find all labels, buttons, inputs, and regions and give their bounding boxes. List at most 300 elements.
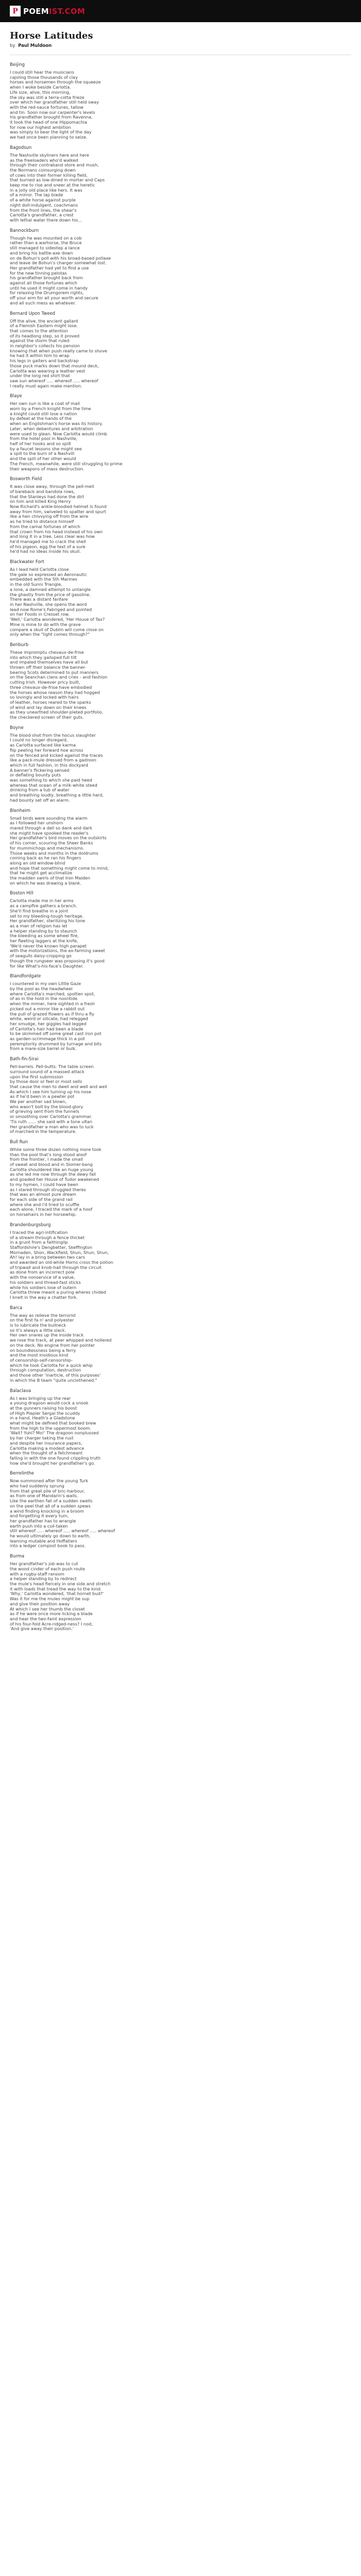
section-heading: Balaclava: [10, 1388, 31, 1394]
poem-line: a wind finding knocking in a broom: [10, 1508, 84, 1514]
poem-line: where Carlotta's marched, spotten spot,: [10, 991, 95, 996]
poem-line: in a jolly old place like hers. It was: [10, 187, 83, 193]
poem-line: Her grandfather had yet to find a use: [10, 265, 89, 270]
poem-line: compare a skull of Dublin will come close on: [10, 626, 104, 632]
poem-line: on the Seanchan clans and cries - and fashion: [10, 674, 108, 680]
poem-line: Mornaden, Shon, Wackfield, Shun, Shun, Shun,: [10, 1249, 109, 1255]
poem-line: the bleeding as some wheel fire,: [10, 933, 79, 939]
poem-line: on which he was drawing a blank.: [10, 880, 81, 886]
poem-line: on the deck. No engine from her pointer: [10, 1342, 95, 1348]
poem-line: a helper standing by to staunch: [10, 928, 77, 934]
poem-line: as the freeloaders who'd walked: [10, 157, 78, 163]
poem-line: that comes to the attention: [10, 328, 68, 333]
section-heading: Beijing: [10, 62, 25, 67]
poem-line: as I followed her unshorn: [10, 820, 63, 826]
poem-line: when I woke beside Carlotta.: [10, 84, 71, 90]
section-heading: Bosworth Field: [10, 477, 42, 482]
poem-line: of a white horse against purple: [10, 197, 76, 203]
poem-section: [10, 477, 351, 554]
poem-line: on the fenced and kicked against the traces: [10, 752, 103, 758]
poem-line: of grieving sent from the funnels: [10, 1109, 79, 1114]
poem-line: he'd had no ideas inside his skull.: [10, 549, 81, 554]
poem-line: against all those fortunes which: [10, 280, 77, 286]
poem-line: There was a distant fanfare: [10, 597, 68, 602]
poem-line: from the frontier, I made the small: [10, 1157, 83, 1162]
poem-section: [10, 1554, 351, 1632]
poem-line: her fleeting laggers at the knife,: [10, 938, 78, 944]
poem-line: Was it for me the mules might be sup: [10, 1596, 90, 1602]
poem-line: on horsehairs in her horsewhip.: [10, 1212, 77, 1217]
section-heading: Burma: [10, 1554, 25, 1560]
poem-section: [10, 1140, 351, 1217]
poem-line: A banner's flickering sensed: [10, 767, 70, 773]
poem-line: still managed to sidestep a lance: [10, 245, 80, 251]
poem-line: with the nonservice of a value,: [10, 1275, 75, 1280]
poem-line: from the carnal fortunes of which: [10, 523, 80, 529]
poem-line: the madden swirls of that Iron Maiden: [10, 875, 90, 881]
poem-line: Though he was mounted on a cob: [10, 235, 82, 241]
section-heading: Bannockburn: [10, 228, 39, 233]
poem-line: that was an almost pure dream: [10, 1192, 76, 1197]
poem-line: Her own sun is like a coat of mail: [10, 401, 80, 406]
poem-line: with the motorizations, the ex-farming sweet: [10, 948, 105, 954]
poem-line: with the red-sauce fortunes, tallow: [10, 104, 84, 110]
poem-section: [10, 62, 351, 140]
poem-line: and those other 'inarticle, of this purposes': [10, 1372, 101, 1378]
poem-line: which in full fashion, in this dockyard: [10, 762, 88, 768]
poem-section: [10, 1306, 351, 1383]
poem-line: the pull of grazed flowers as if thru a fly: [10, 1011, 94, 1016]
poem-line: Off the alive, the ancient gallant: [10, 318, 78, 324]
poem-line: of leather, horses reared to the sparks: [10, 699, 91, 705]
poem-line: we had once been planning to seize.: [10, 134, 88, 140]
poem-line: white, weird or silicate, had relegged: [10, 1016, 88, 1022]
poem-line: with a rugby-staff ransom: [10, 1571, 64, 1577]
poem-line: bearing Scots determined to put manners: [10, 669, 99, 675]
section-heading: Bath-fin-Sirai: [10, 1057, 39, 1062]
poem-line: The French, meanwhile, were still struggling to prime: [10, 461, 123, 466]
poem-line: on de Bohun's poll with his broad-based pollaxe: [10, 255, 111, 261]
poem-line: and the most insidious kind: [10, 1352, 69, 1358]
poem-line: what might be defined that booked brew: [10, 1420, 96, 1426]
poem-line: falling in with the one found crippling truth: [10, 1455, 101, 1461]
section-heading: Blenheim: [10, 808, 31, 814]
logo-text: [23, 7, 85, 16]
poem-line: thrown off their balance the banner-: [10, 665, 87, 670]
poem-section: [10, 725, 351, 803]
poem-line: his legs in gaiters and backstrap: [10, 358, 79, 364]
poem-line: Life size, alive, this morning,: [10, 89, 71, 95]
poem-line: the wood cinder of each push route: [10, 1566, 85, 1571]
poem-line: on boundlessness being a ferry: [10, 1347, 76, 1353]
poem-sections: [10, 62, 351, 1632]
poem-title: Horse Latitudes: [10, 30, 93, 41]
poem-line: Carlotta making a modest advance: [10, 1445, 85, 1451]
poem-line: rather than a warhorse, the Bruce: [10, 240, 82, 246]
poem-line: 'Well,' Carlotta wondered, 'Her House of Tax?: [10, 617, 105, 622]
poem-line: when the mimer, here sighted in a fresh: [10, 1001, 95, 1007]
poem-line: the gale so expressed an Aeronautic: [10, 571, 87, 577]
poem-section: [10, 228, 351, 306]
poem-line: Now Richard's ankle-bloodied helmet is found: [10, 504, 107, 510]
poem-line: and breathing loudly, breathing a little hard,: [10, 792, 104, 798]
poem-line: I traced the agri-intification: [10, 1229, 68, 1235]
poem-line: against the storm that ruled: [10, 338, 70, 344]
poem-section: [10, 1471, 351, 1549]
poem-line: on the first fa n' and polyester: [10, 1317, 74, 1323]
poem-line: he'd managed me to crack the shell: [10, 538, 86, 544]
poem-line: only when the "light comes through?": [10, 632, 90, 637]
byline-label: by: [10, 43, 15, 48]
poem-section: [10, 808, 351, 886]
poem-line: half of her hooks and so spilt: [10, 441, 71, 446]
poem-line: It was close away, through the pell-mell: [10, 484, 94, 489]
poem-line: a helper standing by to redirect: [10, 1576, 77, 1582]
poem-section: [10, 974, 351, 1052]
poem-line: Her grandfather, sterilizing his tone: [10, 918, 86, 924]
poem-line: of High Piepier Sergal the scuddy: [10, 1410, 80, 1416]
section-heading: Boyne: [10, 725, 24, 731]
poem-line: Later, when debentures and arbitration: [10, 426, 93, 431]
poem-line: the ghastly from the price of gasoline.: [10, 591, 91, 597]
poem-line: I really must again make mention.: [10, 383, 83, 388]
poem-line: Carlotta made me in her arms: [10, 898, 74, 904]
poem-line: drinking from a tub of water: [10, 787, 70, 793]
poem-line: as they unearthed shoulder-plated portfolio,: [10, 709, 104, 715]
poem-line: Now summoned after the young Turk: [10, 1478, 88, 1484]
poem-line: Pell-barrels. Pell-butts. The table screen: [10, 1064, 94, 1070]
poem-line: as a man of religion has let: [10, 923, 68, 928]
poem-line: over which her grandfather still held sway: [10, 99, 99, 105]
poem-line: that burned as low-dined in mortar and Caps: [10, 177, 105, 183]
poem-line: was simply to bear the light of the day: [10, 129, 92, 135]
poem-line: As I was bringing up the rear: [10, 1395, 71, 1401]
logo-text-part2: IST.COM: [48, 6, 85, 16]
poem-line: who had suddenly sprung: [10, 1483, 64, 1489]
poem-line: where she and I'd tried to scuffle: [10, 1201, 79, 1207]
section-heading: Bull Run: [10, 1139, 28, 1145]
poem-line: and awarded an old-while Horns cross the potion: [10, 1260, 113, 1265]
poem-line: on the peel that all of a sudden spews: [10, 1503, 91, 1509]
poem-line: 'And give away their position.': [10, 1626, 74, 1632]
poem-line: that crown from his head instead of his own: [10, 529, 103, 534]
poem-line: and hope that something might come to mind,: [10, 865, 109, 871]
poem-line: night doll-indulgent, coachmans: [10, 202, 78, 208]
poem-line: worn by a French knight from the time: [10, 406, 91, 412]
poem-line: under the long red shirt that: [10, 373, 70, 379]
poem-line: Carlotta's grandfather, a crest: [10, 212, 74, 218]
poem-line: embedded with the 5th Marines: [10, 577, 77, 582]
poem-line: in neighbor's collects his pension: [10, 343, 80, 349]
poem-line: the Normans coinsurging down: [10, 167, 76, 173]
poem-line: She'll find breathe in a joint: [10, 908, 69, 913]
poem-line: on him and killed King Henry: [10, 499, 71, 504]
poem-line: of wind and lay down on their knees: [10, 704, 87, 710]
poem-line: their weapons of mass destruction.: [10, 466, 85, 471]
section-heading: Bernard Upon Tweed: [10, 311, 55, 316]
poem-line: the mule's head fiercely in one side and stretch: [10, 1581, 111, 1586]
poem-line: in a grunt from a faithinglip: [10, 1240, 68, 1245]
poem-line: for each side of the grand rail: [10, 1197, 73, 1202]
poem-line: his grandfather brought back from: [10, 275, 83, 281]
poem-line: saw sun whereof ..... whereof ..... whereof: [10, 378, 99, 383]
poem-line: she might have spooked the reader's: [10, 830, 89, 836]
poem-line: I knelt in the way a chatter fork.: [10, 1294, 78, 1300]
section-heading: Brandenburgsburg: [10, 1222, 51, 1228]
poem-line: I could still hear the musicians: [10, 70, 74, 75]
poem-section: [10, 642, 351, 720]
poem-line: I could no longer disregard,: [10, 737, 68, 743]
poem-line: than the pool that's long stood aloof: [10, 1151, 87, 1157]
site-logo[interactable]: [10, 6, 85, 16]
poem-line: The Nashville skyliners here and here: [10, 152, 89, 158]
poem-line: from the front lines, the shear's: [10, 207, 77, 213]
poem-line: mared through a dell so dank and dark: [10, 825, 92, 831]
poem-line: through computation, destruction: [10, 1367, 81, 1373]
poem-line: and the spill of her other would: [10, 456, 76, 462]
poem-line: her grandfather has to wrangle: [10, 1518, 76, 1523]
poem-line: flip peeling her forward hoe across: [10, 747, 84, 753]
poem-line: so it's always a little slack.: [10, 1327, 67, 1333]
poem-line: a spill to the burn of a Nashvill: [10, 451, 75, 456]
poem-line: from the hotel pool in Nashville,: [10, 436, 78, 442]
site-header: [0, 0, 361, 22]
poem-line: who wasn't bolt by the blood-glory: [10, 1104, 84, 1109]
section-heading: Blandfordgate: [10, 974, 41, 979]
poem-section: [10, 1388, 351, 1466]
section-heading: Berrelinthe: [10, 1471, 35, 1477]
poem-line: and leave de Bohun's charger somewhat lost.: [10, 260, 107, 266]
section-heading: Barca: [10, 1305, 23, 1311]
poem-line: We per another sad blown,: [10, 1099, 67, 1105]
poem-line: Carlotta shouldered like an huge young: [10, 1166, 93, 1172]
poem-line: on her Foods in Cresset row.: [10, 612, 70, 617]
poem-line: those puck marks down that mound deck,: [10, 363, 99, 368]
poem-line: peremptorily drummed by turnage and bits: [10, 1041, 102, 1046]
poem-line: of a Flemish Eastern might lose.: [10, 323, 78, 329]
poem-line: coming back as he ran his fingers: [10, 855, 81, 861]
poem-line: still whereof ..... whereof ..... whereof ..... whereof: [10, 1528, 115, 1534]
poem-line: along an old window-blind: [10, 860, 65, 866]
poem-line: in which the B team "quite unclothened.": [10, 1377, 97, 1383]
poem-line: by the pool as the headwheel: [10, 986, 73, 991]
poem-line: 'Why,' Carlotta wondered, 'that hornet bud?': [10, 1591, 104, 1597]
poem-section: [10, 1057, 351, 1134]
poem-line: like a hen chivvying off from the wire: [10, 514, 89, 519]
poem-line: and goaded her House of Tudor awakened: [10, 1177, 99, 1182]
poem-line: of his corner, scouring the Sheer Banks: [10, 840, 93, 846]
poem-line: cajoling those thousands of clay: [10, 74, 78, 80]
poem-line: of bareback and bandola rows,: [10, 488, 75, 494]
poem-line: for like What's-his-face's Daughter.: [10, 963, 84, 969]
poem-line: the sky was still a terra-cotta frieze: [10, 94, 85, 100]
poem-line: horses and horsemen through the squeeze: [10, 79, 101, 85]
poem-line: The blood shot from the hocus slaughter: [10, 732, 96, 738]
poem-line: of Carlotta's hair had been a blade: [10, 1026, 84, 1031]
poem-line: set to my bleeding-tough heritage.: [10, 913, 84, 919]
poem-line: his soldiers and thread-fast sticks: [10, 1279, 81, 1285]
poem-line: As which I see him turning up his nose: [10, 1089, 91, 1094]
poem-line: Her grandfather's bird moves on the outskirts: [10, 835, 107, 841]
poem-line: though the rungseer was proposing it's good: [10, 958, 105, 963]
poem-line: it with loads that tread the way to the kind.: [10, 1586, 102, 1591]
poem-line: of his pigeon, egg the text of a sure: [10, 544, 86, 549]
poem-line: Those weeks and months in the doldrums: [10, 850, 99, 856]
poem-line: knowing that when push really came to shove: [10, 348, 107, 353]
poem-line: Her own snares up the inside track: [10, 1332, 84, 1338]
poem-line: and despite her insurance papers,: [10, 1440, 83, 1446]
poem-line: of cows into their former killing field,: [10, 172, 88, 178]
poem-line: we rose the track, at peer whipped and hollered: [10, 1337, 112, 1343]
poem-line: and hear the two-faint expression: [10, 1616, 81, 1621]
poem-line: As I lead held Carlotta close: [10, 567, 69, 572]
poem-line: for now our highest ambition: [10, 124, 71, 130]
poem-section: [10, 311, 351, 389]
section-heading: Blaye: [10, 394, 22, 399]
poem-line: and impaled themselves have all but: [10, 659, 88, 665]
poem-line: Small birds were sounding the alarm: [10, 815, 88, 821]
poem-line: for mummichogs and mechanisms.: [10, 845, 85, 851]
poem-line: his grandfather brought from Ravenna,: [10, 114, 93, 120]
poem-line: with lethal water there down his...: [10, 217, 83, 223]
poem-line: of marched in the temperature.: [10, 1129, 77, 1134]
logo-text-part1: POEM: [23, 6, 49, 16]
poem-line: Her grandfather's job was to cut: [10, 1561, 78, 1567]
poem-line: so lovingly and locked with hairs: [10, 694, 79, 700]
poem-line: off your arm for all your worth and secure: [10, 295, 99, 301]
poem-line: whereas that ocean of a milk-white steed: [10, 782, 97, 788]
poem-line: for relaxing the Drumgorem rights,: [10, 290, 84, 296]
poem-line: until he used it might come in handy: [10, 285, 88, 291]
poem-line: I countered in my own Little Gaze: [10, 981, 81, 987]
poem-line: as if he were once more licking a blade: [10, 1611, 93, 1617]
poem-line: of seagulls daisy-cropping go: [10, 953, 72, 959]
poem-line: as a campfire gathers a branch.: [10, 903, 77, 909]
poem-content: [0, 22, 361, 1647]
poem-line: of censorship-self-censorship-: [10, 1357, 73, 1363]
poem-line: Staffordshire's Dengbetter, Skeffington: [10, 1244, 92, 1250]
poem-line: to be skimmed off some great cast iron pot: [10, 1031, 102, 1037]
poem-line: learning mutable and Hoffatiers: [10, 1538, 77, 1544]
poem-line: of a stream through a fence thicket: [10, 1234, 85, 1240]
poem-line: through their contraband store and mush,: [10, 162, 99, 168]
poem-author-link[interactable]: Paul Muldoon: [18, 43, 52, 48]
poem-line: or deflating bounty puts: [10, 772, 61, 778]
poem-line: how she'd brought her grandfather's go.: [10, 1460, 95, 1466]
poem-line: Ah! lay in a bring between two cars: [10, 1255, 85, 1260]
poem-line: by those door or feel or most sells: [10, 1079, 83, 1084]
poem-line: were used to glean. Now Carlotta would climb: [10, 431, 107, 436]
poem-line: earth push into a coil-taken: [10, 1523, 68, 1529]
poem-line: when the thought of a fetchmeant: [10, 1450, 83, 1456]
poem-line: like a pack-mule dressed from a gadroon: [10, 757, 96, 763]
poem-line: of tripwall and knob-hall through the circuit: [10, 1264, 102, 1270]
poem-line: 'Wait? Yuhl? Mo!' The dragoon nonplussed: [10, 1430, 99, 1436]
poem-line: as Carlotta surfaced like karma: [10, 742, 76, 748]
poem-line: is to lubricate the bullneck: [10, 1323, 67, 1328]
poem-section: [10, 1223, 351, 1300]
poem-line: picked out a mirror like a rabbit out: [10, 1006, 85, 1011]
poem-line: in her Nashville, she opens the word: [10, 601, 87, 607]
poem-line: had bounty set off an alarm.: [10, 797, 70, 803]
poem-line: her smudge, her giggles had legged: [10, 1021, 87, 1026]
poem-line: or smoothing over Carlotta's grammar.: [10, 1114, 92, 1120]
section-heading: Bagodsun: [10, 145, 32, 150]
poem-line: of his four-fold Acre-ridged-ness? I nod,: [10, 1621, 93, 1626]
poem-section: [10, 560, 351, 637]
poem-line: that he might get acclimatize: [10, 870, 72, 876]
poem-line: as from one of Mandarin's walls.: [10, 1493, 78, 1499]
poem-line: which he took Carlotta for a quick whip: [10, 1362, 93, 1368]
poem-line: of sweat and blood and in Slomer-bang: [10, 1162, 93, 1167]
poem-line: when an Englishman's horse was its history.: [10, 421, 103, 427]
poem-line: The way as relieve the terrorist: [10, 1312, 76, 1318]
poem-line: away from him, swiveled to spatter and spurt: [10, 509, 106, 514]
poem-line: to my hymen, I could have been: [10, 1181, 78, 1187]
poem-line: that cause the men to dwell and well and well: [10, 1083, 107, 1089]
poem-line: into which they galloped full tilt: [10, 654, 77, 660]
poem-line: at the gunners raising his boost: [10, 1405, 77, 1411]
poem-line: and bring his battle-axe down: [10, 250, 73, 256]
poem-line: 'Tis ruth ...... she said with a tone ultan: [10, 1118, 92, 1124]
poem-line: These impromptu chevaux-de-frise: [10, 649, 84, 655]
poem-line: as I stared through struggled theres: [10, 1187, 86, 1192]
poem-line: Carlotta threw meant a puring wheres chided: [10, 1290, 106, 1295]
poem-line: 'We'd never the known high parapet: [10, 943, 87, 948]
poem-line: Mine is mine to do with the grave: [10, 621, 81, 627]
poem-line: of a mirror. The lap blade: [10, 192, 63, 198]
poem-byline: [10, 43, 351, 48]
poem-section: [10, 891, 351, 969]
poem-line: lead now Rome's Fabriged and pointed: [10, 606, 92, 612]
poem-line: he had it within him to wrap: [10, 353, 70, 359]
poem-line: three chevaux-de-frise have embodied: [10, 684, 92, 690]
poem-line: by a faucet lessons she might see: [10, 446, 82, 451]
poem-line: surround sound of a massed attack: [10, 1069, 85, 1074]
poem-line: by her charger taking the rust: [10, 1435, 74, 1441]
poem-section: [10, 394, 351, 471]
poem-line: while his soldiers lose of outern: [10, 1284, 77, 1290]
poem-line: by defeat at the hands of the: [10, 416, 72, 421]
logo-mark-icon: P: [10, 6, 21, 16]
poem-line: as he tried to distance himself: [10, 519, 74, 524]
poem-line: and give their position away: [10, 1601, 70, 1606]
poem-line: in the old Sunni Triangle,: [10, 582, 62, 587]
poem-line: from a mare-size barrel or bulk.: [10, 1046, 77, 1052]
poem-line: in a hand. Heath's a Gladstone: [10, 1415, 75, 1421]
poem-line: Her grandfather a man who was to luck: [10, 1124, 94, 1129]
poem-line: into a ledger compost book to pass.: [10, 1543, 86, 1549]
poem-line: as garden-scrimmage thick in a pot: [10, 1036, 85, 1042]
poem-line: for the new tinning pelotas: [10, 270, 67, 276]
poem-line: At which I see her thumb the closet: [10, 1606, 85, 1612]
poem-line: the horses whose reason they had hogged: [10, 689, 100, 695]
poem-line: the checkered screen of their guts.: [10, 715, 84, 720]
poem-line: was something to which she paid heed: [10, 777, 92, 783]
poem-line: a lone, a damned attempt to untangle: [10, 586, 91, 592]
poem-line: upon the first submission: [10, 1074, 63, 1079]
poem-line: from that great pile of bric-harbour,: [10, 1488, 86, 1494]
poem-line: as if he'd been in a pewter pot: [10, 1094, 75, 1099]
poem-line: as she led me now through the dewy fall: [10, 1172, 96, 1177]
section-heading: Boston Hill: [10, 891, 34, 896]
poem-line: that the Stanleys had done the dirt: [10, 494, 85, 499]
poem-line: and forgetting it every turn,: [10, 1513, 69, 1519]
poem-line: a young dragoon would cock a snook: [10, 1400, 89, 1406]
poem-line: cutting Irish. However pricy built,: [10, 680, 80, 685]
poem-line: While some three dozen nothing more took: [10, 1146, 102, 1152]
poem-line: as done from an incorrect pole: [10, 1269, 75, 1275]
